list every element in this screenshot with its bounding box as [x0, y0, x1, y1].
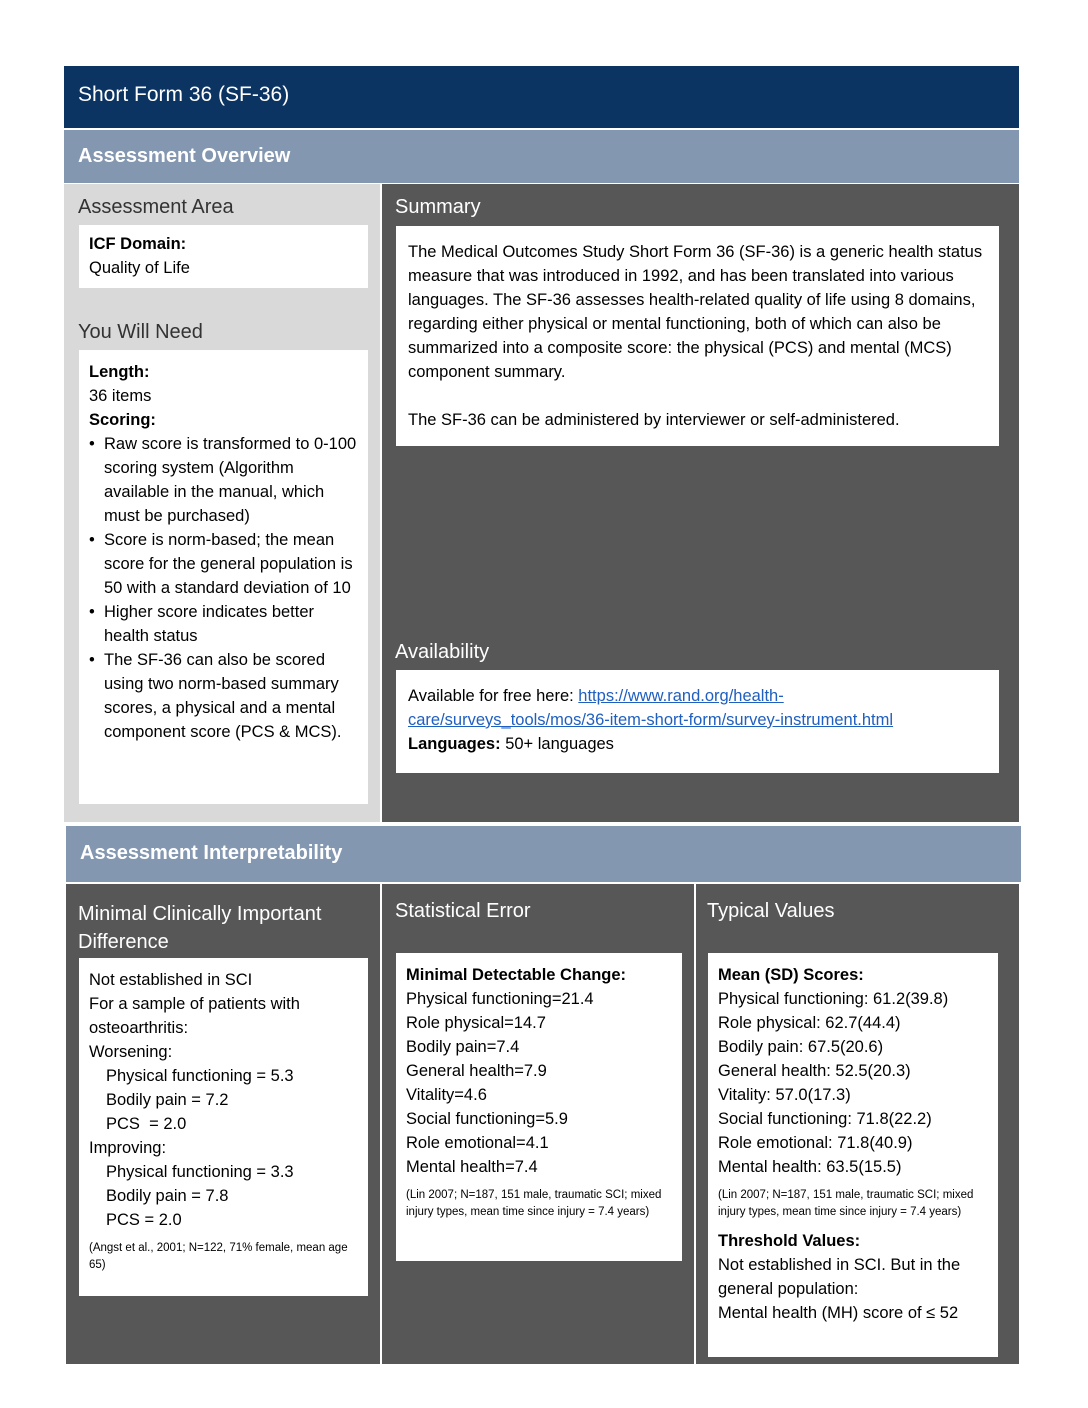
statistical-error-heading: Statistical Error — [395, 900, 531, 922]
worsening-item: PCS = 2.0 — [106, 1115, 187, 1133]
typical-values-citation: (Lin 2007; N=187, 151 male, traumatic SCI; mixed injury types, mean time since injury = 7.4 years) — [718, 1189, 974, 1218]
summary-card — [396, 226, 999, 446]
mcid-card — [79, 958, 368, 1296]
assessment-area-card — [79, 225, 368, 288]
right-panel — [382, 184, 1019, 822]
worsening-item: Physical functioning = 5.3 — [106, 1067, 294, 1085]
typical-value: Role emotional: 71.8(40.9) — [718, 1134, 913, 1152]
improving-item: Bodily pain = 7.8 — [106, 1187, 229, 1205]
you-will-need-heading: You Will Need — [78, 321, 203, 343]
rand-survey-link[interactable]: https://www.rand.org/health- — [578, 687, 784, 705]
scoring-item: • Score is norm-based; the mean score for the general population is 50 with a standard deviation of 10 — [89, 528, 358, 600]
typical-values-card — [708, 953, 998, 1357]
languages-label: Languages: — [408, 735, 501, 753]
mcid-citation: (Angst et al., 2001; N=122, 71% female, mean age 65) — [89, 1242, 348, 1271]
length-label: Length: — [89, 363, 150, 381]
length-value: 36 items — [89, 387, 152, 405]
typical-value: Physical functioning: 61.2(39.8) — [718, 990, 949, 1008]
mdc-value: Physical functioning=21.4 — [406, 990, 594, 1008]
assessment-area-heading: Assessment Area — [78, 196, 234, 218]
typical-values-heading: Typical Values — [707, 900, 835, 922]
improving-item: PCS = 2.0 — [106, 1211, 182, 1229]
mdc-value: General health=7.9 — [406, 1062, 547, 1080]
threshold-text: Not established in SCI. But in the general population: — [718, 1256, 961, 1298]
typical-value: Bodily pain: 67.5(20.6) — [718, 1038, 884, 1056]
mcid-heading-line-1: Minimal Clinically Important — [78, 903, 322, 925]
mean-sd-label: Mean (SD) Scores: — [718, 966, 864, 984]
typical-values-panel — [696, 884, 1019, 1364]
availability-text — [408, 684, 987, 732]
mcid-panel — [66, 884, 380, 1364]
summary-paragraph-2: The SF-36 can be administered by interviewer or self-administered. — [408, 411, 900, 429]
mcid-heading — [78, 900, 321, 956]
title-bar — [64, 66, 1019, 128]
left-panel — [64, 184, 380, 822]
statistical-error-panel — [382, 884, 694, 1364]
scoring-label: Scoring: — [89, 411, 156, 429]
interpretability-section-bar — [66, 826, 1021, 882]
mcid-sample-text: For a sample of patients with osteoarthritis: — [89, 995, 300, 1037]
scoring-item: • Raw score is transformed to 0-100 scoring system (Algorithm available in the manual, which must be purchased) — [89, 432, 358, 528]
improving-item: Physical functioning = 3.3 — [106, 1163, 294, 1181]
typical-value: Mental health: 63.5(15.5) — [718, 1158, 902, 1176]
statistical-error-citation: (Lin 2007; N=187, 151 male, traumatic SCI; mixed injury types, mean time since injury = 7.4 years) — [406, 1189, 662, 1218]
improving-label: Improving: — [89, 1139, 167, 1157]
mdc-label: Minimal Detectable Change: — [406, 966, 627, 984]
typical-value: Vitality: 57.0(17.3) — [718, 1086, 851, 1104]
mdc-value: Social functioning=5.9 — [406, 1110, 568, 1128]
icf-domain-value: Quality of Life — [89, 259, 190, 277]
overview-section-bar — [64, 130, 1019, 183]
mdc-value: Vitality=4.6 — [406, 1086, 487, 1104]
worsening-label: Worsening: — [89, 1043, 173, 1061]
summary-heading: Summary — [395, 196, 481, 218]
scoring-item: • Higher score indicates better health status — [89, 600, 358, 648]
threshold-label: Threshold Values: — [718, 1232, 861, 1250]
worsening-item: Bodily pain = 7.2 — [106, 1091, 229, 1109]
availability-card — [396, 670, 999, 773]
typical-value: Social functioning: 71.8(22.2) — [718, 1110, 932, 1128]
mdc-value: Mental health=7.4 — [406, 1158, 538, 1176]
threshold-mh: Mental health (MH) score of ≤ 52 — [718, 1304, 959, 1322]
availability-heading: Availability — [395, 641, 490, 663]
mcid-heading-line-2: Difference — [78, 931, 169, 953]
summary-paragraph-1: The Medical Outcomes Study Short Form 36 (SF-36) is a generic health status measure that was introduced in 1992, and has been translated into various languages. The SF-36 assesses health-related quality of life using 8 domains, regarding either physical or mental functioning, both of which can also be summarized into a composite score: the physical (PCS) and mental (MCS) component summary. — [408, 243, 983, 381]
interpretability-heading: Assessment Interpretability — [80, 842, 343, 864]
typical-value: General health: 52.5(20.3) — [718, 1062, 911, 1080]
mdc-value: Role emotional=4.1 — [406, 1134, 549, 1152]
scoring-item: • The SF-36 can also be scored using two norm-based summary scores, a physical and a mental component score (PCS & MCS). — [89, 648, 358, 744]
icf-domain-label: ICF Domain: — [89, 235, 187, 253]
mdc-value: Bodily pain=7.4 — [406, 1038, 520, 1056]
mdc-value: Role physical=14.7 — [406, 1014, 546, 1032]
languages-line — [408, 732, 987, 756]
rand-survey-link-continued[interactable]: care/surveys_tools/mos/36-item-short-form/survey-instrument.html — [408, 711, 894, 729]
you-will-need-card — [79, 350, 368, 804]
availability-free-text: Available for free here: — [408, 687, 579, 705]
overview-heading: Assessment Overview — [78, 145, 291, 167]
statistical-error-card — [396, 953, 682, 1261]
mcid-not-established: Not established in SCI — [89, 971, 253, 989]
scoring-list — [89, 432, 358, 744]
typical-value: Role physical: 62.7(44.4) — [718, 1014, 901, 1032]
languages-value: 50+ languages — [500, 735, 614, 753]
page-title: Short Form 36 (SF-36) — [78, 83, 290, 106]
